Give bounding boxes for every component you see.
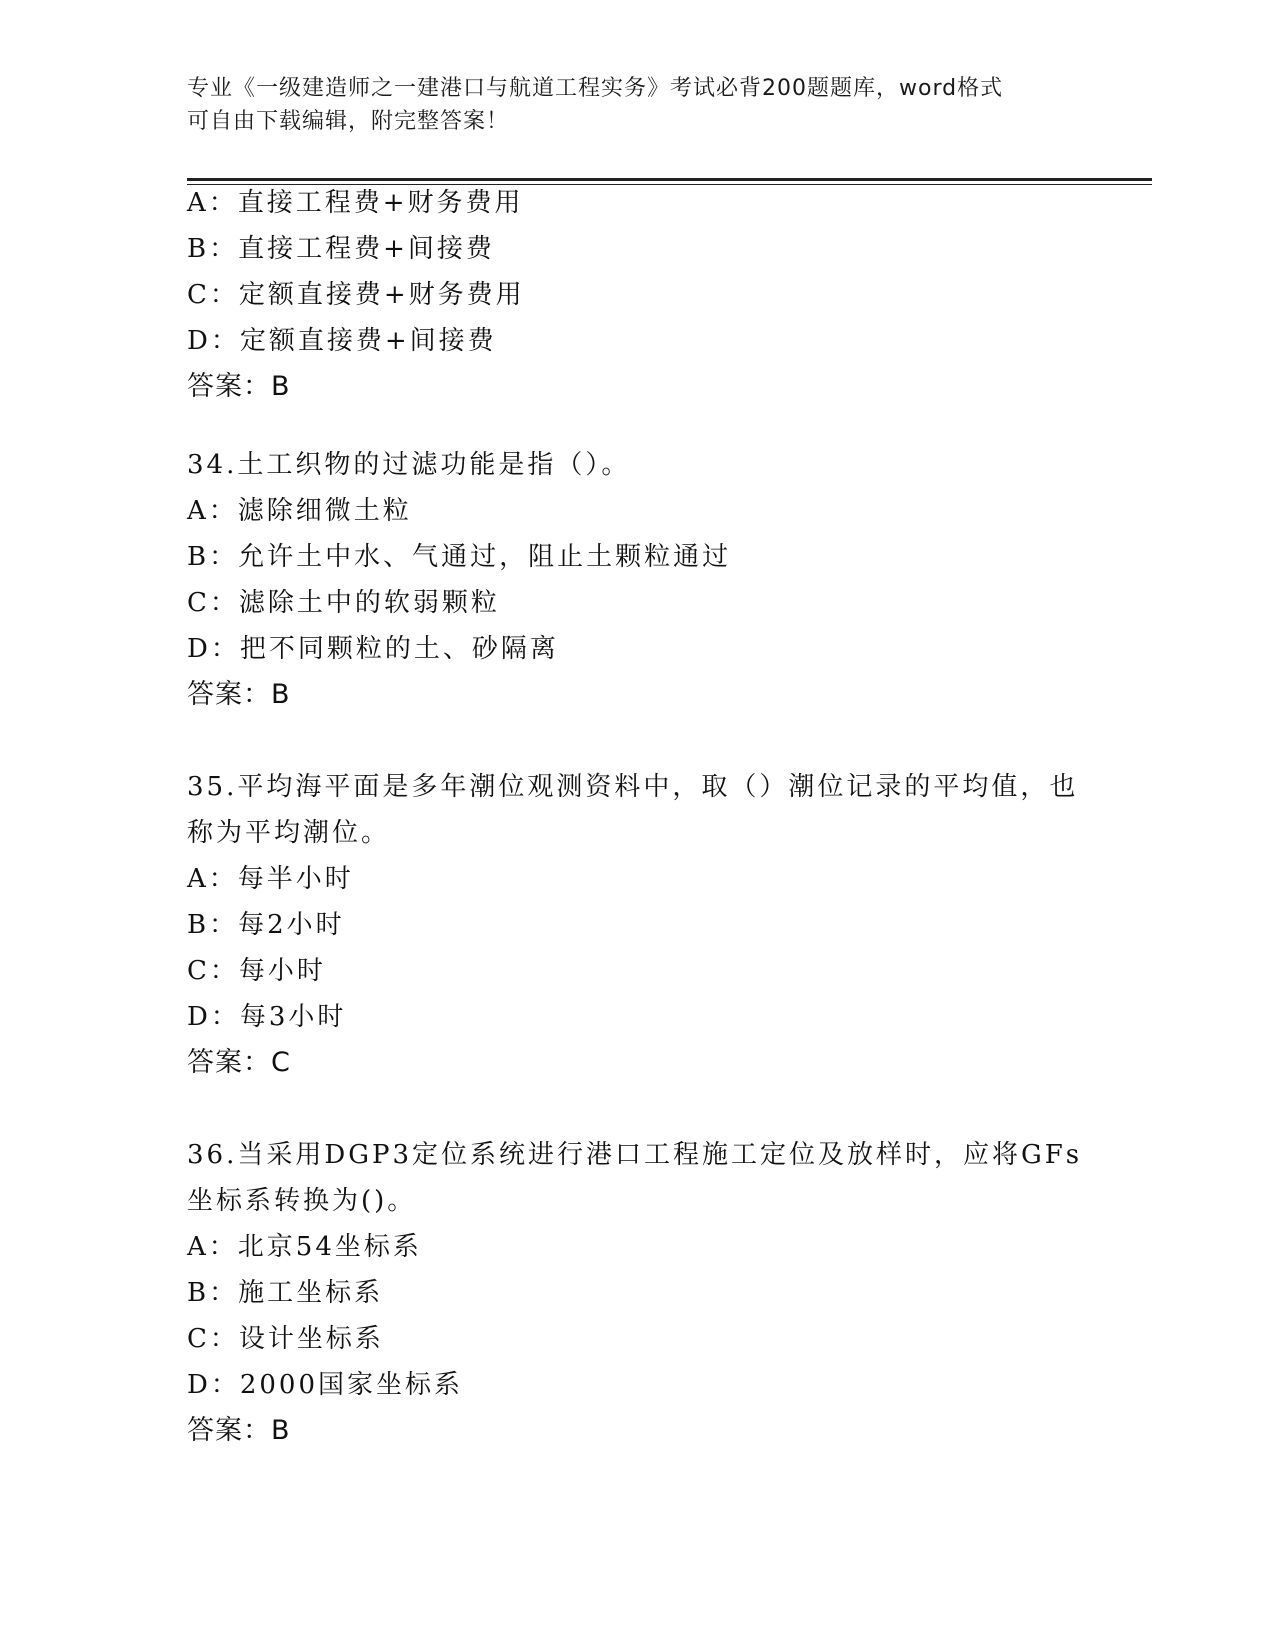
option-a: A：滤除细微土粒 [187, 496, 412, 526]
header-line-2: 可自由下载编辑，附完整答案！ [187, 109, 510, 134]
document-header [187, 72, 1067, 138]
question-35 [187, 764, 1087, 1086]
option-c: C：每小时 [187, 956, 326, 986]
option-d: D：2000国家坐标系 [187, 1370, 464, 1400]
answer: 答案：B [187, 679, 291, 710]
option-d: D：把不同颗粒的土、砂隔离 [187, 634, 559, 664]
option-b: B：施工坐标系 [187, 1278, 384, 1308]
question-text: 35.平均海平面是多年潮位观测资料中，取（）潮位记录的平均值，也称为平均潮位。 [187, 772, 1079, 848]
option-a: A：每半小时 [187, 864, 354, 894]
answer: 答案：C [187, 1047, 291, 1078]
question-34 [187, 442, 1087, 718]
question-36 [187, 1132, 1087, 1454]
option-c: C：设计坐标系 [187, 1324, 384, 1354]
option-d: D：定额直接费+间接费 [187, 326, 497, 356]
question-text: 34.土工织物的过滤功能是指（）。 [187, 450, 631, 480]
question-33 [187, 180, 1087, 410]
option-b: B：允许土中水、气通过，阻止土颗粒通过 [187, 542, 732, 572]
option-c: C：滤除土中的软弱颗粒 [187, 588, 500, 618]
option-a: A：直接工程费+财务费用 [187, 188, 524, 218]
answer: 答案：B [187, 371, 291, 402]
question-text: 36.当采用DGP3定位系统进行港口工程施工定位及放样时，应将GFs坐标系转换为()。 [187, 1140, 1083, 1216]
answer: 答案：B [187, 1415, 291, 1446]
option-b: B：直接工程费+间接费 [187, 234, 495, 264]
header-line-1: 专业《一级建造师之一建港口与航道工程实务》考试必背200题题库，word格式 [187, 76, 1004, 101]
option-c: C：定额直接费+财务费用 [187, 280, 525, 310]
option-d: D：每3小时 [187, 1002, 347, 1032]
option-a: A：北京54坐标系 [187, 1232, 422, 1262]
option-b: B：每2小时 [187, 910, 345, 940]
